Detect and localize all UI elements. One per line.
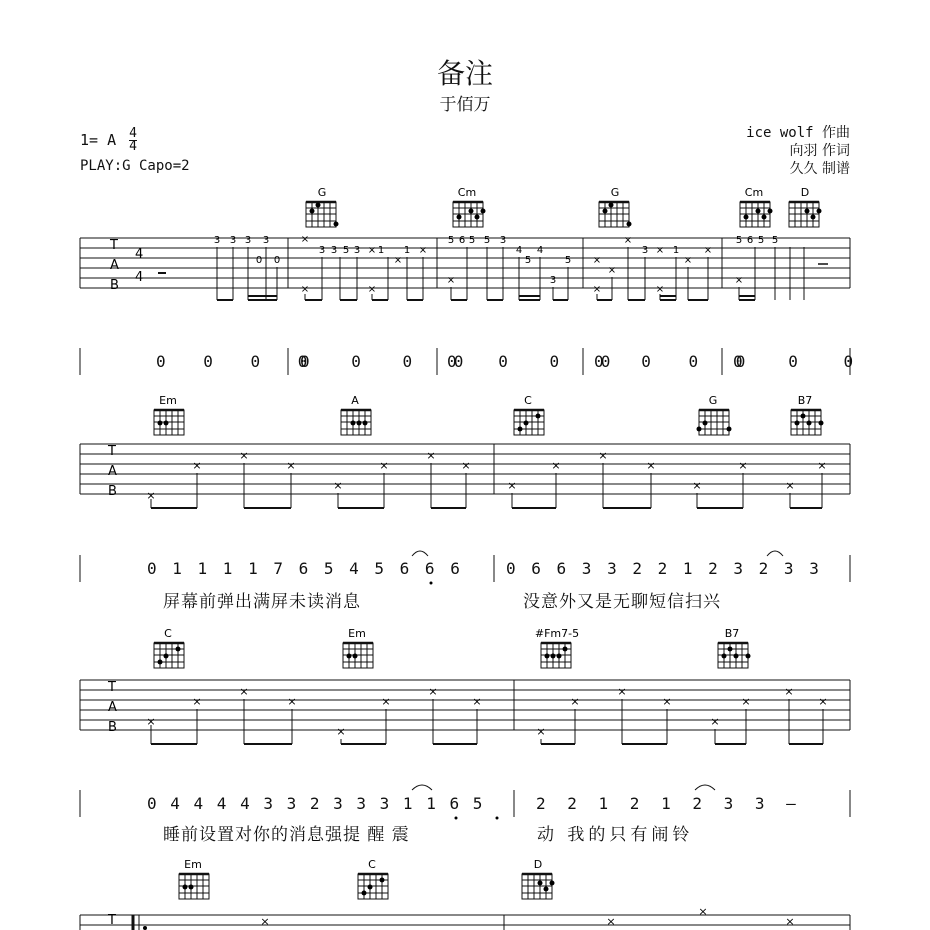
svg-text:3: 3 bbox=[229, 235, 237, 246]
svg-text:×: × bbox=[703, 245, 713, 256]
svg-text:×: × bbox=[260, 915, 270, 928]
svg-text:×: × bbox=[570, 695, 580, 708]
svg-text:Cm: Cm bbox=[744, 186, 764, 199]
svg-text:A: A bbox=[108, 464, 117, 479]
svg-text:D: D bbox=[533, 858, 543, 871]
svg-text:×: × bbox=[692, 479, 702, 492]
chord-diagram-g3 bbox=[697, 394, 732, 435]
svg-text:A: A bbox=[351, 394, 359, 407]
jianpu-bar-1-4: 0 0 0 0 bbox=[594, 352, 760, 371]
svg-text:×: × bbox=[239, 449, 249, 462]
lyrics-line-3-2: 动 我的只有闹铃 bbox=[537, 825, 694, 845]
system-4 bbox=[80, 858, 850, 930]
svg-text:×: × bbox=[381, 695, 391, 708]
svg-text:B7: B7 bbox=[797, 394, 813, 407]
svg-text:×: × bbox=[536, 725, 546, 738]
chord-diagram-g bbox=[306, 186, 339, 227]
svg-text:5: 5 bbox=[342, 245, 350, 256]
chord-diagram-em bbox=[154, 394, 184, 435]
svg-text:0: 0 bbox=[255, 255, 263, 266]
svg-text:3: 3 bbox=[213, 235, 221, 246]
svg-text:×: × bbox=[655, 245, 665, 256]
svg-text:×: × bbox=[698, 905, 708, 918]
system-3 bbox=[80, 627, 850, 820]
svg-text:1: 1 bbox=[672, 245, 680, 256]
svg-text:×: × bbox=[426, 449, 436, 462]
arranger-credit: 久久 制谱 bbox=[789, 161, 850, 177]
svg-text:5: 5 bbox=[564, 255, 572, 266]
svg-text:×: × bbox=[710, 715, 720, 728]
jianpu-bar-1-5: 0 0 0 bbox=[733, 352, 872, 371]
svg-text:×: × bbox=[817, 459, 827, 472]
tab-stems-2 bbox=[151, 463, 822, 508]
lyrics-line-2-2: 没意外又是无聊短信扫兴 bbox=[523, 592, 721, 612]
svg-text:#Fm7-5: #Fm7-5 bbox=[534, 627, 580, 640]
svg-text:×: × bbox=[367, 245, 377, 256]
song-title: 备注 bbox=[436, 57, 493, 90]
svg-text:A: A bbox=[108, 700, 117, 715]
svg-text:C: C bbox=[368, 858, 376, 871]
lyrics-line-2-1: 屏幕前弹出满屏未读消息 bbox=[163, 592, 361, 612]
svg-text:C: C bbox=[524, 394, 532, 407]
svg-text:5: 5 bbox=[483, 235, 491, 246]
jianpu-bar-3-1: 0 4 4 4 4 3 3 2 3 3 3 1 1 6 5 bbox=[147, 794, 485, 813]
svg-text:6: 6 bbox=[746, 235, 754, 246]
svg-text:0: 0 bbox=[273, 255, 281, 266]
svg-text:×: × bbox=[592, 284, 602, 295]
svg-text:×: × bbox=[418, 245, 428, 256]
svg-text:×: × bbox=[286, 459, 296, 472]
svg-text:5: 5 bbox=[757, 235, 765, 246]
svg-text:G: G bbox=[610, 186, 620, 199]
svg-text:×: × bbox=[379, 459, 389, 472]
lyrics-line-3-1: 睡前设置对你的消息强提 醒 震 bbox=[163, 825, 410, 845]
svg-text:×: × bbox=[655, 284, 665, 295]
svg-text:×: × bbox=[818, 695, 828, 708]
capo-info: PLAY:G Capo=2 bbox=[80, 158, 190, 174]
svg-text:×: × bbox=[785, 915, 795, 928]
svg-text:×: × bbox=[741, 695, 751, 708]
svg-text:×: × bbox=[592, 255, 602, 266]
time-sig-top: 4 bbox=[129, 126, 137, 141]
tab-label-t: T bbox=[110, 238, 118, 253]
svg-text:×: × bbox=[192, 695, 202, 708]
chord-diagram-d bbox=[789, 186, 822, 227]
svg-text:×: × bbox=[146, 715, 156, 728]
chord-diagram-c3 bbox=[358, 858, 388, 899]
tab-label-a: A bbox=[110, 258, 119, 273]
svg-text:×: × bbox=[606, 915, 616, 928]
svg-text:5: 5 bbox=[735, 235, 743, 246]
chord-diagram-g2 bbox=[599, 186, 632, 227]
svg-text:Em: Em bbox=[159, 394, 177, 407]
jianpu-bar-2-2: 0 6 6 3 3 2 2 1 2 3 2 3 3 bbox=[506, 559, 822, 578]
svg-text:×: × bbox=[192, 459, 202, 472]
chord-diagram-b7 bbox=[791, 394, 824, 435]
svg-text:×: × bbox=[446, 275, 456, 286]
composer-credit: ice wolf 作曲 bbox=[746, 125, 850, 141]
svg-text:3: 3 bbox=[641, 245, 649, 256]
svg-text:×: × bbox=[239, 685, 249, 698]
tab-label-b: B bbox=[110, 278, 119, 293]
svg-text:×: × bbox=[428, 685, 438, 698]
svg-text:3: 3 bbox=[499, 235, 507, 246]
tab-time-bottom: 4 bbox=[135, 270, 144, 285]
svg-text:×: × bbox=[507, 479, 517, 492]
jianpu-bar-1-2: 0 0 0 0 bbox=[300, 352, 480, 371]
key-label: 1= A bbox=[80, 131, 117, 149]
svg-text:×: × bbox=[551, 459, 561, 472]
svg-text:×: × bbox=[598, 449, 608, 462]
lyricist-credit: 向羽 作词 bbox=[789, 143, 850, 159]
svg-text:×: × bbox=[784, 685, 794, 698]
svg-text:1: 1 bbox=[403, 245, 411, 256]
svg-text:×: × bbox=[287, 695, 297, 708]
svg-text:G: G bbox=[708, 394, 718, 407]
chord-name: G bbox=[317, 186, 327, 199]
svg-text:×: × bbox=[785, 479, 795, 492]
chord-diagram-d2 bbox=[522, 858, 555, 899]
svg-text:C: C bbox=[164, 627, 172, 640]
svg-text:5: 5 bbox=[524, 255, 532, 266]
svg-text:×: × bbox=[300, 284, 310, 295]
chord-diagram-c2 bbox=[154, 627, 184, 668]
svg-text:×: × bbox=[367, 284, 377, 295]
chord-diagram-a bbox=[341, 394, 371, 435]
svg-text:Cm: Cm bbox=[457, 186, 477, 199]
song-artist: 于佰万 bbox=[439, 95, 491, 115]
svg-text:T: T bbox=[108, 444, 116, 459]
svg-text:Em: Em bbox=[184, 858, 202, 871]
chord-diagram-c bbox=[514, 394, 544, 435]
system-1 bbox=[80, 186, 850, 375]
chord-diagram-cm2 bbox=[740, 186, 773, 227]
svg-text:×: × bbox=[461, 459, 471, 472]
svg-text:×: × bbox=[617, 685, 627, 698]
svg-text:T: T bbox=[108, 680, 116, 695]
jianpu-bar-1-1: 0 0 0 0 bbox=[156, 352, 322, 371]
svg-text:4: 4 bbox=[515, 245, 523, 256]
tab-staff-4 bbox=[80, 915, 850, 930]
chord-diagram-fm7b5 bbox=[535, 627, 579, 668]
jianpu-bar-1-3: 0 0 0 0 bbox=[447, 352, 627, 371]
svg-text:×: × bbox=[683, 255, 693, 266]
svg-text:×: × bbox=[738, 459, 748, 472]
chord-diagram-em3 bbox=[179, 858, 209, 899]
jianpu-bar-2-1: 0 1 1 1 1 7 6 5 4 5 6 6 6 bbox=[147, 559, 463, 578]
svg-text:1: 1 bbox=[377, 245, 385, 256]
svg-text:3: 3 bbox=[318, 245, 326, 256]
svg-text:T: T bbox=[108, 913, 116, 928]
svg-text:×: × bbox=[734, 275, 744, 286]
svg-text:3: 3 bbox=[549, 275, 557, 286]
svg-text:B: B bbox=[108, 720, 117, 735]
svg-text:×: × bbox=[300, 234, 310, 245]
svg-text:4: 4 bbox=[536, 245, 544, 256]
svg-text:×: × bbox=[646, 459, 656, 472]
svg-text:3: 3 bbox=[244, 235, 252, 246]
svg-text:6: 6 bbox=[458, 235, 466, 246]
svg-text:5: 5 bbox=[468, 235, 476, 246]
tab-notes-1 bbox=[214, 234, 828, 295]
svg-text:3: 3 bbox=[262, 235, 270, 246]
svg-text:5: 5 bbox=[447, 235, 455, 246]
svg-text:×: × bbox=[333, 479, 343, 492]
svg-text:3: 3 bbox=[330, 245, 338, 256]
svg-text:×: × bbox=[623, 235, 633, 246]
svg-text:×: × bbox=[336, 725, 346, 738]
svg-text:×: × bbox=[662, 695, 672, 708]
svg-text:3: 3 bbox=[353, 245, 361, 256]
svg-text:B: B bbox=[108, 484, 117, 499]
system-2 bbox=[80, 394, 850, 585]
time-sig-bottom: 4 bbox=[129, 139, 137, 154]
chord-diagram-cm bbox=[453, 186, 486, 227]
svg-text:×: × bbox=[472, 695, 482, 708]
svg-text:×: × bbox=[146, 489, 156, 502]
svg-text:×: × bbox=[607, 265, 617, 276]
chord-diagram-b72 bbox=[718, 627, 751, 668]
jianpu-bar-3-2: 2 2 1 2 1 2 3 3 – bbox=[536, 794, 802, 813]
svg-text:Em: Em bbox=[348, 627, 366, 640]
tab-stems-3 bbox=[151, 699, 823, 744]
svg-text:×: × bbox=[393, 255, 403, 266]
svg-text:B7: B7 bbox=[724, 627, 740, 640]
svg-text:D: D bbox=[800, 186, 810, 199]
svg-text:5: 5 bbox=[771, 235, 779, 246]
tab-time-top: 4 bbox=[135, 247, 144, 262]
chord-diagram-em2 bbox=[343, 627, 373, 668]
